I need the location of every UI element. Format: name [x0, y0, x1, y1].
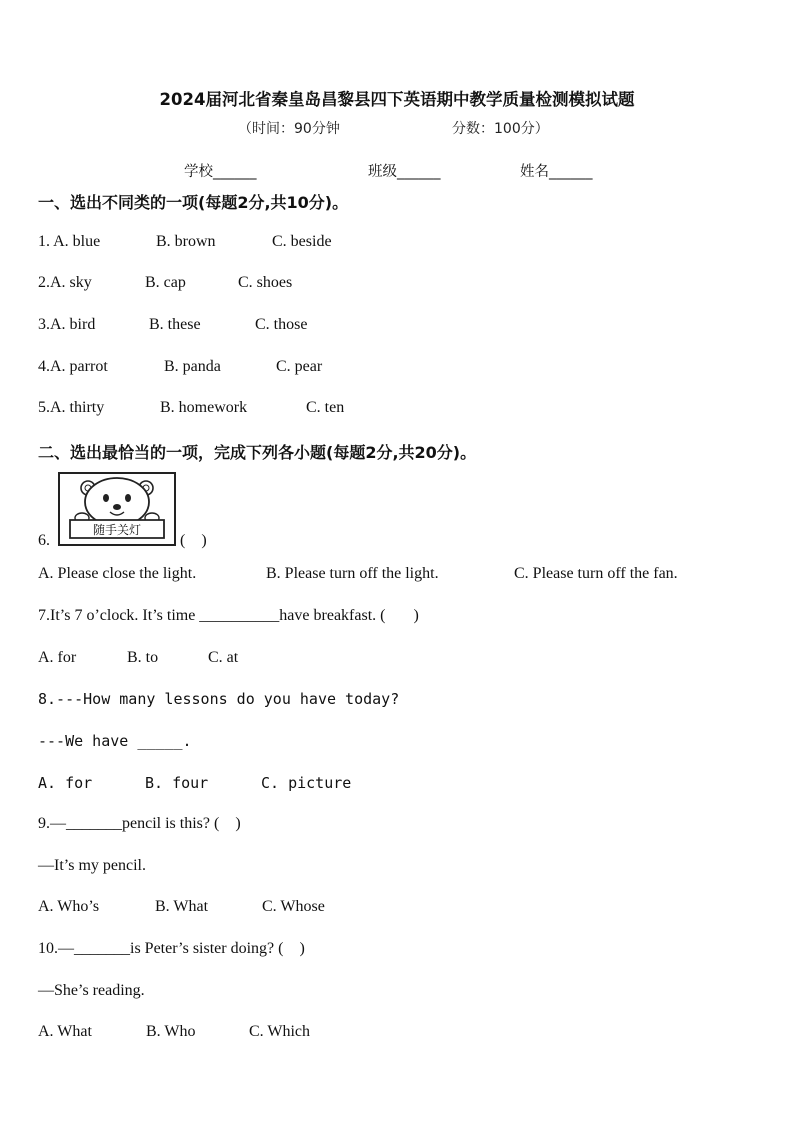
question-9-stem: 9.—_______pencil is this? ( ) [38, 815, 241, 832]
question-4-c: C. pear [276, 358, 323, 375]
question-6-answer-paren: ( ) [180, 532, 207, 549]
question-7-option-b: B. to [127, 649, 159, 666]
class-field: 班级______ [368, 164, 441, 180]
question-7-option-a: A. for [38, 649, 77, 666]
exam-time: （时间：90分钟 [238, 121, 340, 137]
question-10-stem: 10.—_______is Peter’s sister doing? ( ) [38, 940, 305, 957]
question-9-answer: —It’s my pencil. [38, 857, 146, 874]
section-2-heading: 二、选出最恰当的一项，完成下列各小题(每题2分,共20分)。 [38, 443, 477, 462]
question-1-b: B. brown [156, 233, 216, 250]
question-2-c: C. shoes [238, 274, 293, 291]
question-5-c: C. ten [306, 399, 345, 416]
question-3-a: 3.A. bird [38, 316, 96, 333]
question-8-answer: ---We have _____. [38, 732, 192, 750]
bear-sign-icon [60, 474, 174, 544]
question-6-option-c: C. Please turn off the fan. [514, 565, 678, 582]
school-field: 学校______ [184, 164, 257, 180]
question-9-option-b: B. What [155, 898, 209, 915]
sign-text: 随手关灯 [92, 523, 142, 537]
question-5-b: B. homework [160, 399, 248, 416]
question-8-option-c: C. picture [261, 774, 352, 792]
question-4-a: 4.A. parrot [38, 358, 108, 375]
question-5-a: 5.A. thirty [38, 399, 105, 416]
question-1-c: C. beside [272, 233, 332, 250]
question-6-option-b: B. Please turn off the light. [266, 565, 439, 582]
question-8-option-a: A. for [38, 774, 93, 792]
question-3-b: B. these [149, 316, 201, 333]
name-field: 姓名______ [520, 164, 593, 180]
section-1-heading: 一、选出不同类的一项(每题2分,共10分)。 [38, 193, 349, 212]
question-3-c: C. those [255, 316, 308, 333]
question-10-option-a: A. What [38, 1023, 92, 1040]
question-2-a: 2.A. sky [38, 274, 92, 291]
question-9-option-c: C. Whose [262, 898, 325, 915]
question-2-b: B. cap [145, 274, 186, 291]
question-10-answer: —She’s reading. [38, 982, 145, 999]
question-8-stem: 8.---How many lessons do you have today? [38, 690, 400, 708]
exam-score: 分数：100分） [452, 121, 549, 137]
question-8-option-b: B. four [145, 774, 209, 792]
question-1-a: 1. A. blue [38, 233, 101, 250]
turn-off-light-sign-image [58, 472, 176, 546]
question-10-option-c: C. Which [249, 1023, 311, 1040]
question-6-option-a: A. Please close the light. [38, 565, 197, 582]
question-6-number: 6. [38, 532, 50, 549]
question-10-option-b: B. Who [146, 1023, 196, 1040]
question-7-stem: 7.It’s 7 o’clock. It’s time __________have breakfast. ( ) [38, 607, 419, 624]
question-7-option-c: C. at [208, 649, 239, 666]
question-4-b: B. panda [164, 358, 221, 375]
question-9-option-a: A. Who’s [38, 898, 100, 915]
page-title: 2024届河北省秦皇岛昌黎县四下英语期中教学质量检测模拟试题 [159, 90, 635, 109]
